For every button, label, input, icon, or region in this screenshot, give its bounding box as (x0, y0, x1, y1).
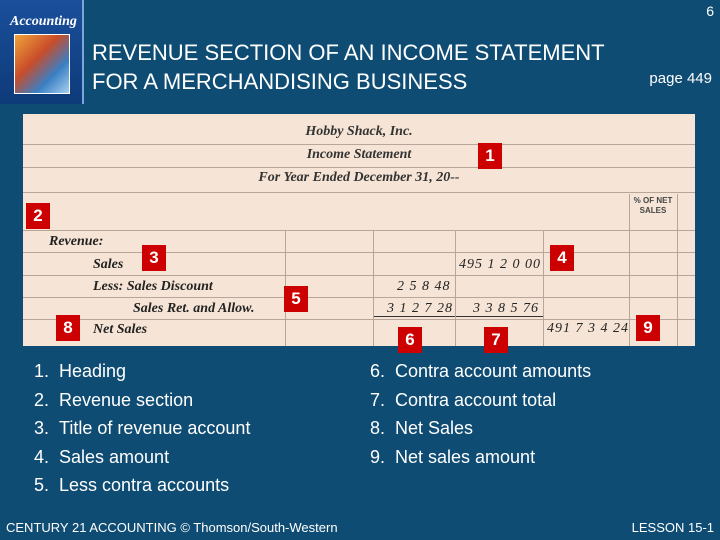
contra-total-amount: 3 3 8 5 76 (473, 301, 539, 316)
rule (23, 275, 695, 276)
callout-1: 1 (478, 143, 502, 169)
rule (23, 192, 695, 193)
list-item: 2. Revenue section (34, 389, 194, 410)
list-item: 4. Sales amount (34, 446, 170, 467)
less-discount-label: Less: Sales Discount (93, 279, 213, 294)
column-line (455, 230, 456, 346)
book-cover-image (0, 0, 84, 104)
rule (23, 297, 695, 298)
list-item: 5. Less contra accounts (34, 475, 230, 495)
list-item: 8. Net Sales (370, 418, 474, 438)
slide-number: 6 (706, 3, 714, 19)
income-statement-worksheet (23, 114, 695, 346)
callout-3: 3 (142, 245, 166, 271)
list-item: 9. Net sales amount (370, 446, 536, 467)
slide-title (92, 38, 605, 96)
column-line (629, 194, 630, 346)
callout-8: 8 (56, 315, 80, 341)
column-line (677, 194, 678, 346)
rule (23, 319, 695, 320)
list-item: 1. Heading (34, 361, 127, 381)
callout-4: 4 (550, 245, 574, 271)
list-item: 6. Contra account amounts (370, 361, 592, 381)
sales-discount-amount: 2 5 8 48 (397, 279, 451, 294)
list-item: 3. Title of revenue account (34, 418, 251, 438)
sales-amount: 495 1 2 0 00 (459, 257, 541, 272)
statement-company: Hobby Shack, Inc. (305, 124, 413, 139)
list-item: 7. Contra account total (370, 389, 557, 410)
rule (23, 230, 695, 231)
statement-period: For Year Ended December 31, 20-- (258, 170, 460, 185)
page-reference: page 449 (649, 70, 712, 87)
callout-2: 2 (26, 203, 50, 229)
percent-net-sales-header: % OF NET SALES (633, 196, 673, 215)
book-cover-art (14, 34, 70, 94)
left-explanation-list (34, 357, 250, 500)
sales-label: Sales (93, 257, 124, 272)
callout-9: 9 (636, 315, 660, 341)
book-cover-brand: Accounting (10, 14, 77, 29)
net-sales-amount: 491 7 3 4 24 (547, 321, 629, 336)
callout-6: 6 (398, 327, 422, 353)
rule (23, 144, 695, 145)
footer-lesson: LESSON 15-1 (631, 520, 714, 535)
revenue-heading: Revenue: (49, 234, 104, 249)
footer-copyright: CENTURY 21 ACCOUNTING © Thomson/South-Western (6, 520, 338, 535)
rule (23, 167, 695, 168)
column-line (373, 230, 374, 346)
sales-returns-amount: 3 1 2 7 28 (387, 301, 453, 316)
right-explanation-list (370, 357, 591, 471)
sales-returns-label: Sales Ret. and Allow. (133, 301, 255, 316)
rule (23, 252, 695, 253)
column-line (543, 230, 544, 346)
title-line-2: FOR A MERCHANDISING BUSINESS (92, 69, 468, 94)
callout-5: 5 (284, 286, 308, 312)
net-sales-label: Net Sales (93, 322, 148, 337)
title-line-1: REVENUE SECTION OF AN INCOME STATEMENT (92, 40, 605, 65)
statement-name: Income Statement (306, 147, 412, 162)
callout-7: 7 (484, 327, 508, 353)
